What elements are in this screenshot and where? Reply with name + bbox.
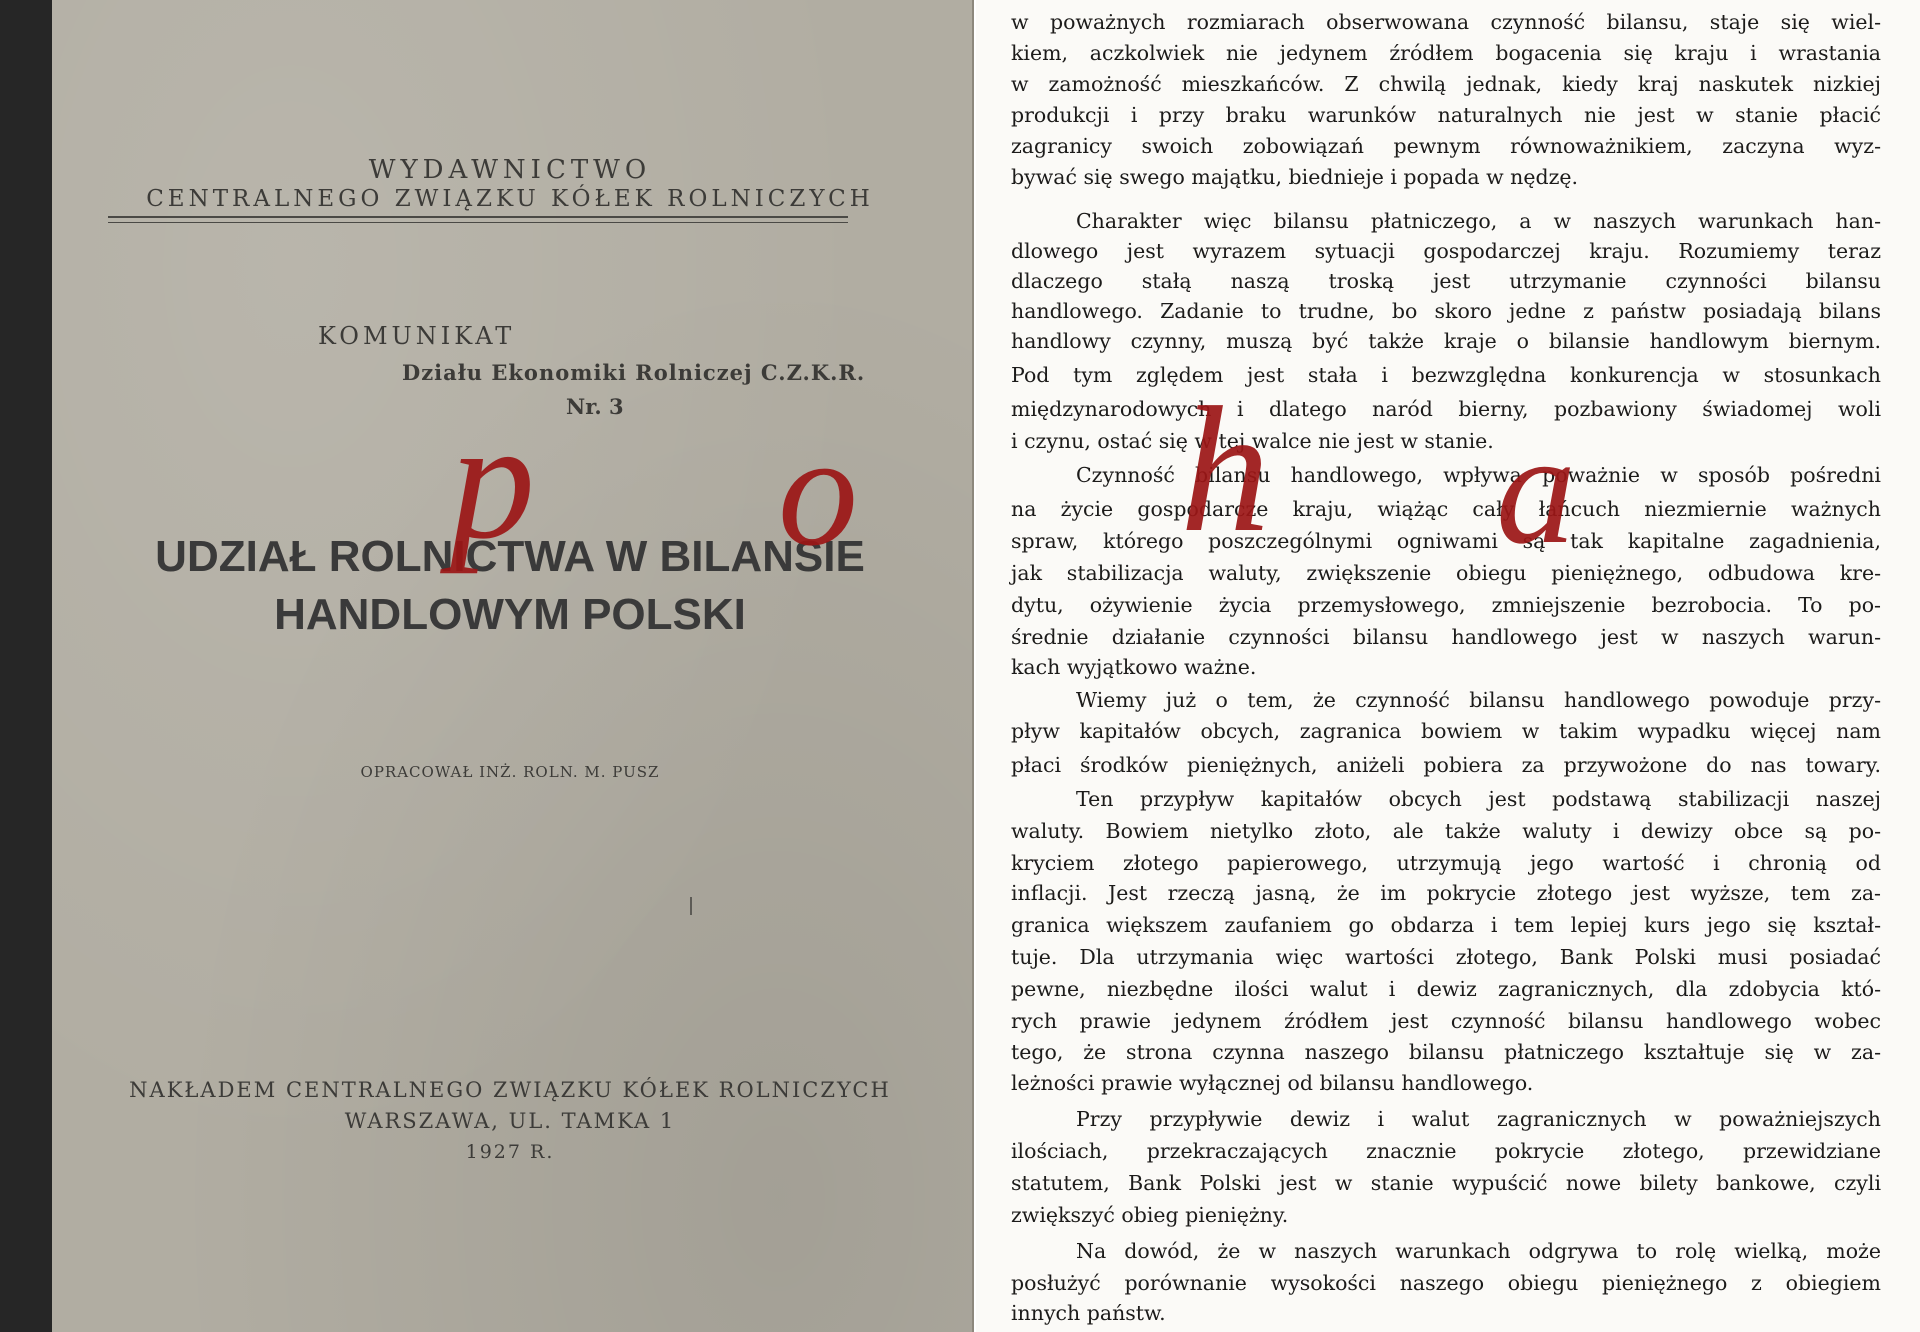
text-line: Charakter więc bilansu płatniczego, a w naszych warunkach han- [1076, 209, 1881, 233]
text-line: na życie gospodarcze kraju, wiążąc cały łańcuch niezmiernie ważnych [1011, 497, 1881, 521]
text-line: spraw, którego poszczególnymi ogniwami są tak kapitalne zagadnienia, [1011, 529, 1881, 553]
text-line: ilościach, przekraczających znacznie pokrycie złotego, przewidziane [1011, 1139, 1881, 1163]
text-line: handlowy czynny, muszą być także kraje o bilansie handlowym biernym. [1011, 329, 1881, 353]
publisher-heading: WYDAWNICTWO [368, 155, 652, 185]
text-line: statutem, Bank Polski jest w stanie wypuścić nowe bilety bankowe, czyli [1011, 1171, 1881, 1195]
text-line: tego, że strona czynna naszego bilansu płatniczego kształtuje się w za- [1011, 1040, 1881, 1064]
overlay-letter-h: h [1180, 370, 1270, 569]
text-line: Czynność bilansu handlowego, wpływa poważnie w sposób pośredni [1076, 463, 1881, 487]
text-line: zwiększyć obieg pieniężny. [1011, 1203, 1289, 1227]
overlay-letter-p: p [450, 386, 535, 574]
text-line: Wiemy już o tem, że czynność bilansu handlowego powoduje przy- [1076, 688, 1881, 712]
text-line: kiem, aczkolwiek nie jedynem źródłem bogacenia się kraju i wrastania [1011, 41, 1881, 65]
divider-rule [108, 222, 848, 223]
text-line: kryciem złotego papierowego, utrzymują jego wartość i chronią od [1011, 851, 1881, 875]
author-credit: OPRACOWAŁ INŻ. ROLN. M. PUSZ [360, 763, 660, 781]
text-line: innych państw. [1011, 1301, 1166, 1325]
cover-title-line-2: HANDLOWYM POLSKI [274, 590, 746, 639]
text-line: granica większem zaufaniem go obdarza i tem lepiej kurs jego się kształ- [1011, 913, 1881, 937]
text-line: w zamożność mieszkańców. Z chwilą jednak, kiedy kraj naskutek nizkiej [1011, 72, 1881, 96]
komunikat-label: KOMUNIKAT [318, 322, 516, 350]
imprint-year: 1927 R. [465, 1141, 555, 1163]
text-line: dytu, ożywienie życia przemysłowego, zmniejszenie bezrobocia. To po- [1011, 593, 1881, 617]
text-line: średnie działanie czynności bilansu handlowego jest w naszych warun- [1011, 625, 1881, 649]
text-line: płaci środków pieniężnych, aniżeli pobiera za przywożone do nas towary. [1011, 753, 1881, 777]
imprint-line-2: WARSZAWA, UL. TAMKA 1 [344, 1109, 676, 1133]
book-spine [0, 0, 52, 1332]
cover-title-line-1: UDZIAŁ ROLNICTWA W BILANSIE [155, 532, 865, 581]
text-line: produkcji i przy braku warunków naturalnych nie jest w stanie płacić [1011, 103, 1881, 127]
text-line: i czynu, ostać się w tej walce nie jest w stanie. [1011, 429, 1494, 453]
text-line: międzynarodowych i dlatego naród bierny, pozbawiony świadomej woli [1011, 397, 1881, 421]
text-line: Pod tym zględem jest stała i bezwzględna konkurencja w stosunkach [1011, 363, 1881, 387]
text-line: zagranicy swoich zobowiązań pewnym równoważnikiem, zaczyna wyz- [1011, 134, 1881, 158]
text-line: Przy przypływie dewiz i walut zagranicznych w poważniejszych [1076, 1107, 1881, 1131]
text-line: leżności prawie wyłącznej od bilansu handlowego. [1011, 1071, 1534, 1095]
text-line: bywać się swego majątku, biednieje i popada w nędzę. [1011, 165, 1579, 189]
text-line: dlowego jest wyrazem sytuacji gospodarczej kraju. Rozumiemy teraz [1011, 239, 1881, 263]
text-line: inflacji. Jest rzeczą jasną, że im pokrycie złotego jest wyższe, tem za- [1011, 881, 1881, 905]
publisher-name: CENTRALNEGO ZWIĄZKU KÓŁEK ROLNICZYCH [146, 186, 874, 212]
text-line: pływ kapitałów obcych, zagranica bowiem w takim wypadku więcej nam [1011, 719, 1881, 743]
issue-number: Nr. 3 [566, 394, 624, 419]
overlay-letter-o: o [778, 401, 858, 579]
text-line: posłużyć porównanie wysokości naszego obiegu pieniężnego z obiegiem [1011, 1271, 1881, 1295]
text-line: rych prawie jedynem źródłem jest czynność bilansu handlowego wobec [1011, 1009, 1881, 1033]
paper-mark [690, 897, 692, 915]
text-line: kach wyjątkowo ważne. [1011, 655, 1257, 679]
department-label: Działu Ekonomiki Rolniczej C.Z.K.R. [402, 360, 866, 385]
divider-rule [108, 216, 848, 218]
text-line: jak stabilizacja waluty, zwiększenie obiegu pieniężnego, odbudowa kre- [1011, 561, 1881, 585]
overlay-letter-a: a [1496, 399, 1576, 577]
text-line: pewne, niezbędne ilości walut i dewiz zagranicznych, dla zdobycia któ- [1011, 977, 1881, 1001]
imprint-line-1: NAKŁADEM CENTRALNEGO ZWIĄZKU KÓŁEK ROLNICZYCH [129, 1078, 891, 1102]
text-line: dlaczego stałą naszą troską jest utrzymanie czynności bilansu [1011, 269, 1881, 293]
text-line: tuje. Dla utrzymania więc wartości złotego, Bank Polski musi posiadać [1011, 945, 1881, 969]
text-line: Ten przypływ kapitałów obcych jest podstawą stabilizacji naszej [1076, 787, 1881, 811]
text-page [976, 0, 1920, 1332]
text-line: w poważnych rozmiarach obserwowana czynność bilansu, staje się wiel- [1011, 10, 1881, 34]
text-line: waluty. Bowiem nietylko złoto, ale także waluty i dewizy obce są po- [1011, 819, 1881, 843]
text-line: Na dowód, że w naszych warunkach odgrywa to rolę wielką, może [1076, 1239, 1881, 1263]
text-line: handlowego. Zadanie to trudne, bo skoro jedne z państw posiadają bilans [1011, 299, 1881, 323]
